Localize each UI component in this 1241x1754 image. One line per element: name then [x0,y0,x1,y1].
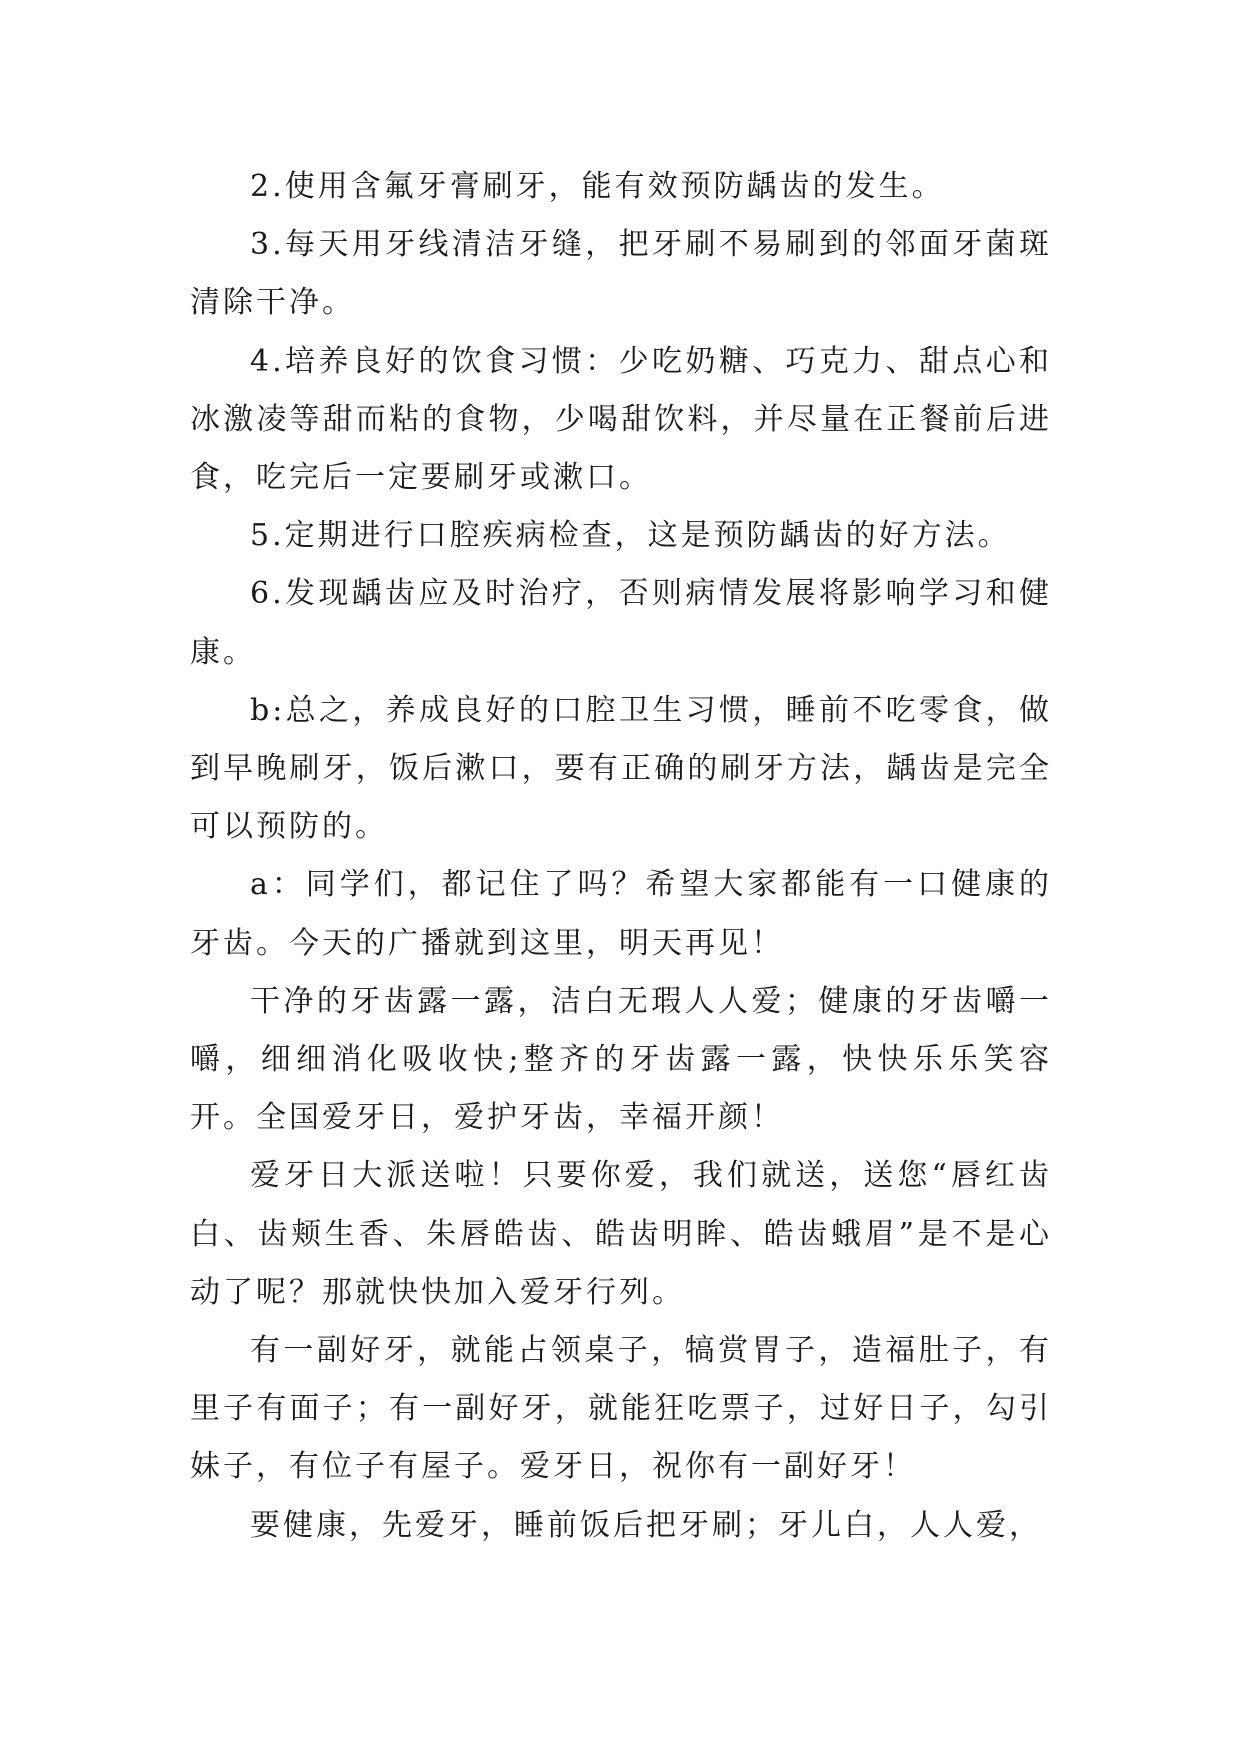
paragraph-4: 5.定期进行口腔疾病检查，这是预防龋齿的好方法。 [250,518,1011,554]
paragraph-10: 有一副好牙，就能占领桌子，犒赏胃子，造福肚子，有里子有面子；有一副好牙，就能狂吃票子，过好日子，勾引妹子，有位子有屋子。爱牙日，祝你有一副好牙！ [190,1333,1052,1485]
paragraph-2: 3.每天用牙线清洁牙缝，把牙刷不易刷到的邻面牙菌斑清除干净。 [190,227,1052,321]
paragraph-1: 2.使用含氟牙膏刷牙，能有效预防龋齿的发生。 [250,169,945,204]
paragraph-3: 4.培养良好的饮食习惯：少吃奶糖、巧克力、甜点心和冰激凌等甜而粘的食物，少喝甜饮料，并尽量在正餐前后进食，吃完后一定要刷牙或漱口。 [190,343,1052,496]
paragraph-6: b:总之，养成良好的口腔卫生习惯，睡前不吃零食，做到早晚刷牙，饭后漱口，要有正确的刷牙方法，龋齿是完全可以预防的。 [190,692,1052,845]
paragraph-9: 爱牙日大派送啦！只要你爱，我们就送，送您“唇红齿白、齿颊生香、朱唇皓齿、皓齿明眸、皓齿蛾眉”是不是心动了呢？那就快快加入爱牙行列。 [190,1158,1052,1310]
paragraph-11: 要健康，先爱牙，睡前饭后把牙刷；牙儿白，人人爱， [250,1507,1042,1543]
paragraph-7: a：同学们，都记住了吗？希望大家都能有一口健康的牙齿。今天的广播就到这里，明天再见！ [190,867,1052,961]
document-body [190,158,1052,1555]
paragraph-5: 6.发现龋齿应及时治疗，否则病情发展将影响学习和健康。 [190,576,1052,670]
paragraph-8: 干净的牙齿露一露，洁白无瑕人人爱；健康的牙齿嚼一嚼，细细消化吸收快;整齐的牙齿露一露，快快乐乐笑容开。全国爱牙日，爱护牙齿，幸福开颜！ [190,983,1052,1136]
